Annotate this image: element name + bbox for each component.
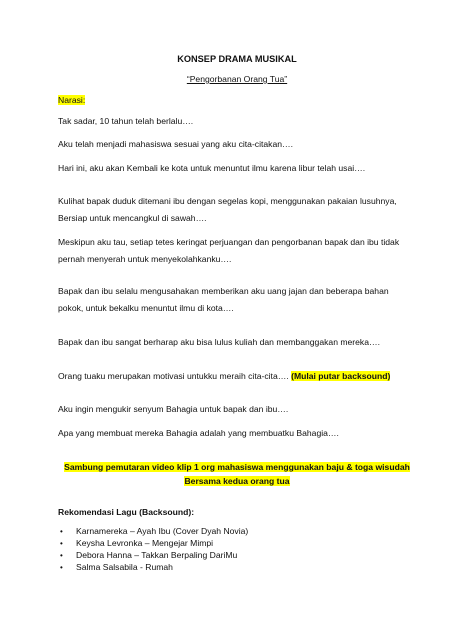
paragraph-with-backsound <box>58 371 390 382</box>
paragraph: pokok, untuk bekalku menuntut ilmu di kota…. <box>58 303 234 313</box>
song-title: Keysha Levronka – Mengejar Mimpi <box>76 538 214 548</box>
paragraph: Tak sadar, 10 tahun telah berlalu…. <box>58 116 194 126</box>
song-title: Debora Hanna – Takkan Berpaling DariMu <box>76 550 238 560</box>
bullet-icon: • <box>60 563 63 572</box>
narasi-heading-text: Narasi: <box>58 95 86 105</box>
bullet-icon: • <box>60 527 63 536</box>
paragraph: Meskipun aku tau, setiap tetes keringat perjuangan dan pengorbanan bapak dan ibu tidak <box>58 237 400 247</box>
paragraph-text: Orang tuaku merupakan motivasi untukku meraih cita-cita…. <box>58 371 289 381</box>
paragraph: Hari ini, aku akan Kembali ke kota untuk menuntut ilmu karena libur telah usai…. <box>58 163 366 173</box>
paragraph: Bapak dan ibu sangat berharap aku bisa lulus kuliah dan membanggakan mereka…. <box>58 337 380 347</box>
paragraph: pernah menyerah untuk menyekolahkanku…. <box>58 254 232 264</box>
bullet-icon: • <box>60 539 63 548</box>
paragraph: Bapak dan ibu selalu mengusahakan memberikan aku uang jajan dan beberapa bahan <box>58 286 389 296</box>
video-note-line-2-text: Bersama kedua orang tua <box>184 476 290 486</box>
video-note-line-1 <box>0 462 474 473</box>
narasi-heading <box>58 95 85 106</box>
paragraph: Apa yang membuat mereka Bahagia adalah yang membuatku Bahagia…. <box>58 428 339 438</box>
paragraph: Bersiap untuk mencangkul di sawah…. <box>58 213 207 223</box>
paragraph: Aku telah menjadi mahasiswa sesuai yang aku cita-citakan…. <box>58 139 294 149</box>
bullet-icon: • <box>60 551 63 560</box>
rekomendasi-heading: Rekomendasi Lagu (Backsound): <box>58 507 195 517</box>
document-title: KONSEP DRAMA MUSIKAL <box>177 54 297 64</box>
song-title: Karnamereka – Ayah Ibu (Cover Dyah Novia) <box>76 526 249 536</box>
song-title: Salma Salsabila - Rumah <box>76 562 173 572</box>
paragraph: Kulihat bapak duduk ditemani ibu dengan segelas kopi, menggunakan pakaian lusuhnya, <box>58 196 397 206</box>
video-note-line-1-text: Sambung pemutaran video klip 1 org mahasiswa menggunakan baju & toga wisudah <box>64 462 410 472</box>
document-subtitle: “Pengorbanan Orang Tua” <box>186 74 288 84</box>
backsound-note: (Mulai putar backsound) <box>291 371 391 381</box>
video-note-line-2 <box>0 476 474 487</box>
paragraph: Aku ingin mengukir senyum Bahagia untuk bapak dan ibu…. <box>58 404 289 414</box>
